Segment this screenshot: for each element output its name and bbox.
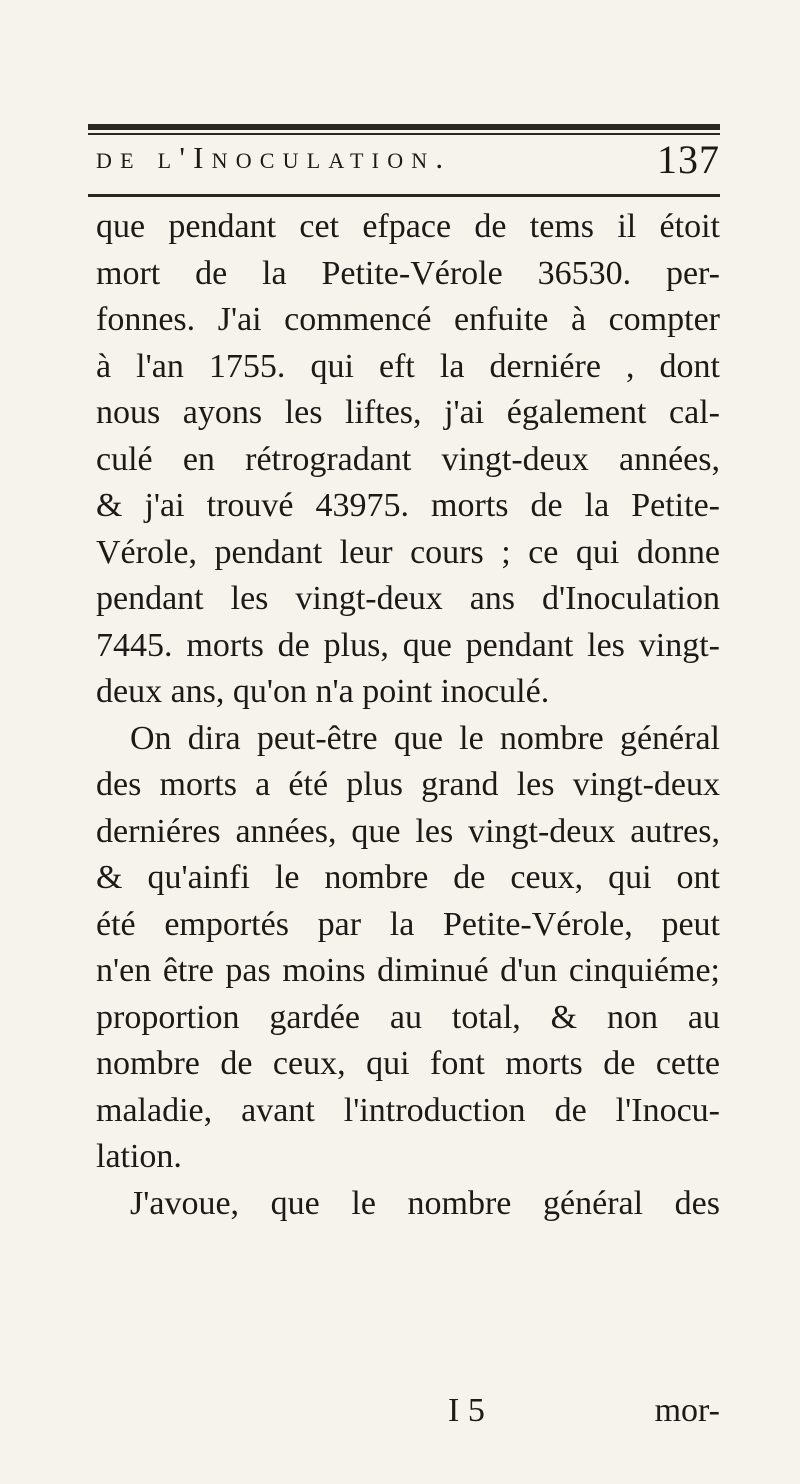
- text-line: été emportés par la Petite-Vérole, peut: [96, 905, 720, 943]
- text-line: fonnes. J'ai commencé enfuite à compter: [96, 301, 720, 338]
- running-title: de l'Inoculation.: [96, 140, 452, 175]
- text-line: nombre de ceux, qui font morts de cette: [96, 1045, 720, 1082]
- text-line: & qu'ainfi le nombre de ceux, qui ont: [96, 859, 720, 896]
- text-line: mort de la Petite-Vérole 36530. per-: [96, 254, 720, 292]
- signature-mark: I 5: [448, 1392, 485, 1429]
- text-line: Vérole, pendant leur cours ; ce qui donne: [96, 533, 720, 571]
- text-line: culé en rétrogradant vingt-deux années,: [96, 440, 720, 478]
- page-footer: [96, 1392, 720, 1438]
- header-rule-thin: [88, 133, 720, 135]
- text-line: derniéres années, que les vingt-deux autres,: [96, 812, 720, 850]
- text-line: maladie, avant l'introduction de l'Inocu-: [96, 1091, 720, 1129]
- page-number: 137: [657, 137, 720, 182]
- running-header: [96, 137, 720, 190]
- text-line: pendant les vingt-deux ans d'Inoculation: [96, 580, 720, 617]
- body-text: [96, 204, 720, 1227]
- text-line: J'avoue, que le nombre général des: [130, 1184, 720, 1222]
- text-line: lation.: [96, 1138, 182, 1175]
- text-line: On dira peut-être que le nombre général: [130, 719, 720, 757]
- text-line: & j'ai trouvé 43975. morts de la Petite-: [96, 487, 720, 524]
- text-line: 7445. morts de plus, que pendant les vingt-: [96, 626, 720, 664]
- text-line: proportion gardée au total, & non au: [96, 998, 720, 1036]
- header-rule-thick: [88, 124, 720, 130]
- header-underline-rule: [88, 194, 720, 197]
- text-line: nous ayons les liftes, j'ai également cal-: [96, 394, 720, 431]
- text-line: des morts a été plus grand les vingt-deux: [96, 766, 720, 803]
- catchword: mor-: [654, 1392, 720, 1429]
- text-line: que pendant cet efpace de tems il étoit: [96, 208, 720, 245]
- text-line: n'en être pas moins diminué d'un cinquiéme;: [96, 952, 720, 989]
- text-line: à l'an 1755. qui eft la derniére , dont: [96, 347, 720, 385]
- text-line: deux ans, qu'on n'a point inoculé.: [96, 673, 550, 710]
